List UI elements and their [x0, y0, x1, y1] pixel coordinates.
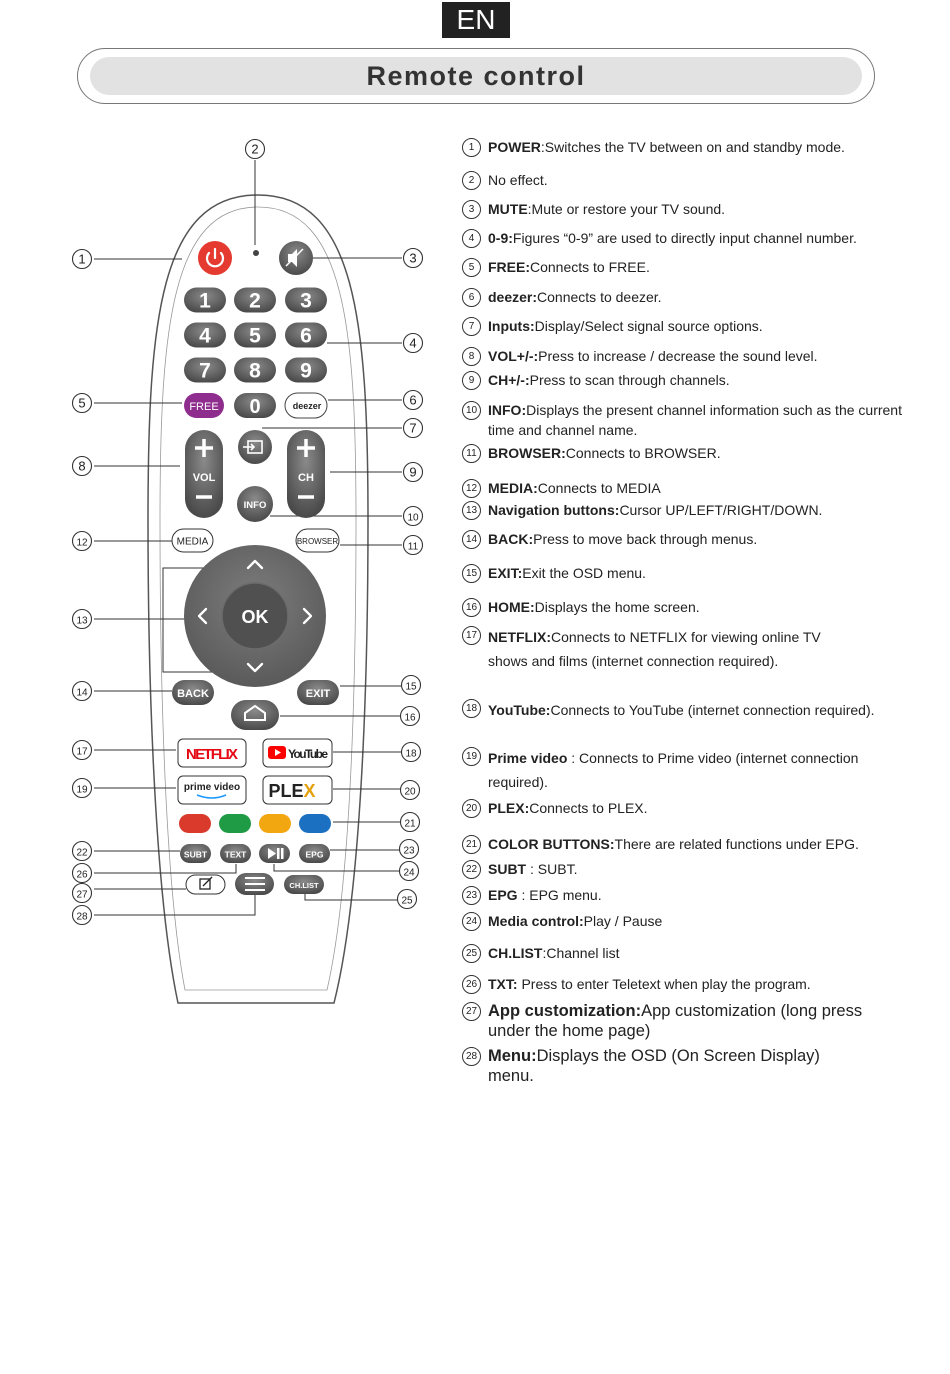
description-body: Press to move back through menus.: [533, 531, 758, 547]
description-text: [488, 137, 932, 157]
description-label: CH.LIST: [488, 945, 543, 961]
callout-number-20: 20: [404, 786, 416, 798]
callout-number-21: 21: [404, 818, 416, 830]
teletext-label: TEXT: [224, 849, 247, 860]
description-number: 5: [462, 258, 481, 277]
description-item-3: [462, 199, 932, 219]
description-item-16: [462, 597, 932, 617]
callout-number-4: 4: [409, 335, 417, 351]
description-number: 16: [462, 598, 481, 617]
description-body: Connects to deezer.: [537, 289, 662, 305]
description-item-26: [462, 974, 932, 994]
description-item-9: [462, 370, 932, 390]
description-label: MUTE: [488, 201, 528, 217]
description-body: Cursor UP/LEFT/RIGHT/DOWN.: [619, 502, 823, 518]
description-item-25: [462, 943, 932, 963]
description-item-12: [462, 478, 932, 498]
description-text: [488, 199, 932, 219]
description-text: [488, 698, 932, 722]
subtitle-label: SUBT: [183, 849, 208, 860]
description-number: 15: [462, 564, 481, 583]
description-label: FREE:: [488, 259, 530, 275]
description-body: Press to enter Teletext when play the program.: [517, 976, 811, 992]
callout-number-24: 24: [403, 867, 415, 879]
epg-label: EPG: [305, 849, 324, 860]
description-label: Inputs:: [488, 318, 535, 334]
language-badge: EN: [442, 2, 510, 38]
description-label: POWER: [488, 139, 541, 155]
description-number: 14: [462, 530, 481, 549]
color-button-red[interactable]: [179, 814, 211, 833]
description-text: [488, 1001, 868, 1041]
description-text: [488, 529, 932, 549]
digit-label-6: 6: [300, 324, 312, 348]
plex-label: [268, 781, 315, 801]
description-item-8: [462, 346, 932, 366]
digit-label-1: 1: [199, 289, 211, 313]
description-number: 27: [462, 1002, 481, 1021]
callout-number-15: 15: [405, 681, 417, 693]
description-item-14: [462, 529, 932, 549]
description-item-27: [462, 1001, 868, 1041]
description-label: Navigation buttons:: [488, 502, 620, 518]
callout-number-26: 26: [76, 869, 88, 881]
description-body: Connects to BROWSER.: [565, 445, 721, 461]
description-body: There are related functions under EPG.: [614, 836, 859, 852]
description-number: 11: [462, 444, 481, 463]
description-item-21: [462, 834, 932, 854]
browser-label: BROWSER: [296, 537, 339, 546]
description-body: : SUBT.: [526, 861, 578, 877]
description-label: SUBT: [488, 861, 527, 877]
description-body: Figures “0-9” are used to directly input channel number.: [512, 230, 857, 246]
callout-number-27: 27: [76, 889, 88, 901]
description-body: App customization (long press under the home page): [488, 1002, 863, 1040]
digit-label-0: 0: [249, 396, 261, 418]
channel-label: CH: [298, 472, 314, 484]
description-label: App customization:: [488, 1002, 642, 1020]
callout-number-22: 22: [76, 847, 88, 859]
description-body: Connects to YouTube (internet connection required).: [550, 702, 875, 718]
callout-number-13: 13: [76, 615, 88, 627]
description-item-6: [462, 287, 932, 307]
description-text: [488, 834, 932, 854]
description-number: 22: [462, 860, 481, 879]
description-item-4: [462, 228, 932, 248]
digit-label-4: 4: [199, 324, 211, 348]
description-number: 6: [462, 288, 481, 307]
description-text: [488, 287, 932, 307]
description-number: 26: [462, 975, 481, 994]
digit-label-3: 3: [300, 289, 312, 313]
description-label: Media control:: [488, 913, 584, 929]
description-body: : Connects to Prime video (internet connection required).: [488, 750, 859, 790]
description-number: 23: [462, 886, 481, 905]
callout-number-5: 5: [78, 395, 86, 411]
description-item-10: [462, 400, 918, 440]
description-number: 1: [462, 138, 481, 157]
description-body: Connects to PLEX.: [529, 800, 648, 816]
prime-video-label: prime video: [183, 782, 241, 793]
description-number: 12: [462, 479, 481, 498]
description-item-19: [462, 746, 888, 794]
description-label: TXT:: [488, 976, 518, 992]
description-item-20: [462, 798, 932, 818]
description-text: [488, 859, 932, 879]
description-number: 19: [462, 747, 481, 766]
description-number: 8: [462, 347, 481, 366]
description-body: Exit the OSD menu.: [522, 565, 646, 581]
description-item-11: [462, 443, 932, 463]
info-label: INFO: [243, 500, 267, 511]
description-item-18: [462, 698, 932, 722]
description-number: 24: [462, 912, 481, 931]
description-label: INFO:: [488, 402, 527, 418]
description-number: 21: [462, 835, 481, 854]
description-item-17: [462, 625, 848, 673]
description-label: Prime video: [488, 750, 568, 766]
callout-number-25: 25: [401, 895, 413, 907]
description-body: Displays the present channel information such as the current time and channel name.: [488, 402, 902, 438]
callout-number-3: 3: [409, 250, 417, 266]
description-item-1: [462, 137, 932, 157]
plex-label-x: X: [303, 781, 316, 801]
description-text: [488, 228, 932, 248]
callout-number-7: 7: [409, 420, 417, 436]
description-label: VOL+/-:: [488, 348, 539, 364]
description-label: 0-9:: [488, 230, 513, 246]
description-body: Press to increase / decrease the sound level.: [538, 348, 818, 364]
description-body: Displays the home screen.: [534, 599, 700, 615]
description-body: :Channel list: [542, 945, 620, 961]
description-number: 10: [462, 401, 481, 420]
callout-number-11: 11: [407, 541, 419, 553]
description-number: 20: [462, 799, 481, 818]
ok-label: OK: [241, 607, 269, 627]
description-text: [488, 500, 932, 520]
callout-number-18: 18: [405, 748, 417, 760]
description-item-7: [462, 316, 932, 336]
callout-number-6: 6: [409, 392, 417, 408]
color-button-yellow[interactable]: [259, 814, 291, 833]
description-item-28: [462, 1046, 868, 1086]
description-text: [488, 911, 932, 931]
description-item-5: [462, 257, 932, 277]
description-body: :Switches the TV between on and standby mode.: [540, 139, 845, 155]
description-text: [488, 443, 932, 463]
description-number: 4: [462, 229, 481, 248]
callout-number-9: 9: [409, 464, 417, 480]
free-label: FREE: [189, 401, 219, 413]
home-button[interactable]: [231, 700, 279, 730]
description-text: [488, 625, 848, 673]
media-label: MEDIA: [176, 536, 209, 548]
description-body: No effect.: [488, 172, 548, 188]
color-button-green[interactable]: [219, 814, 251, 833]
description-number: 13: [462, 501, 481, 520]
channel-list-label: CH.LIST: [289, 881, 319, 890]
back-label: BACK: [177, 688, 209, 700]
description-text: [488, 478, 932, 498]
description-body: : EPG menu.: [517, 887, 602, 903]
description-text: [488, 885, 932, 905]
description-text: [488, 370, 932, 390]
description-label: EPG: [488, 887, 518, 903]
description-body: Play / Pause: [583, 913, 663, 929]
description-label: BROWSER:: [488, 445, 566, 461]
description-body: Connects to FREE.: [530, 259, 650, 275]
description-number: 17: [462, 626, 481, 645]
callout-number-16: 16: [404, 712, 416, 724]
digit-label-8: 8: [249, 359, 261, 383]
description-label: MEDIA:: [488, 480, 538, 496]
callout-number-19: 19: [76, 784, 88, 796]
description-item-2: [462, 170, 932, 190]
description-text: [488, 943, 932, 963]
digit-label-5: 5: [249, 324, 261, 348]
digit-label-7: 7: [199, 359, 211, 383]
exit-label: EXIT: [305, 688, 331, 700]
description-number: 28: [462, 1047, 481, 1066]
callout-number-28: 28: [76, 911, 88, 923]
description-text: [488, 257, 932, 277]
description-body: Press to scan through channels.: [529, 372, 730, 388]
description-body: Connects to MEDIA: [537, 480, 661, 496]
description-text: [488, 1046, 868, 1086]
description-number: 7: [462, 317, 481, 336]
description-number: 2: [462, 171, 481, 190]
microphone-dot: [253, 250, 259, 256]
digit-label-2: 2: [249, 289, 261, 313]
description-label: EXIT:: [488, 565, 523, 581]
callout-number-2: 2: [251, 141, 259, 157]
description-item-24: [462, 911, 932, 931]
plex-label-main: PLE: [268, 781, 304, 801]
volume-label: VOL: [192, 472, 216, 484]
description-number: 3: [462, 200, 481, 219]
callout-number-12: 12: [76, 537, 88, 549]
description-label: Menu:: [488, 1047, 537, 1065]
callout-number-8: 8: [78, 458, 86, 474]
app-customization-button[interactable]: [186, 875, 225, 894]
description-label: CH+/-:: [488, 372, 530, 388]
description-body: :Mute or restore your TV sound.: [527, 201, 726, 217]
description-body: Displays the OSD (On Screen Display) menu.: [488, 1047, 820, 1085]
description-item-22: [462, 859, 932, 879]
description-body: Connects to NETFLIX for viewing online TV shows and films (internet connection required).: [488, 629, 821, 669]
description-label: deezer:: [488, 289, 538, 305]
description-text: [488, 798, 932, 818]
description-number: 25: [462, 944, 481, 963]
color-button-blue[interactable]: [299, 814, 331, 833]
callout-number-23: 23: [403, 845, 415, 857]
description-number: 9: [462, 371, 481, 390]
netflix-label: NETFLIX: [186, 746, 238, 763]
description-label: YouTube:: [488, 702, 551, 718]
description-item-15: [462, 563, 932, 583]
description-label: COLOR BUTTONS:: [488, 836, 615, 852]
description-item-13: [462, 500, 932, 520]
callout-number-14: 14: [76, 687, 88, 699]
description-text: [488, 170, 932, 190]
description-text: [488, 346, 932, 366]
description-text: [488, 400, 918, 440]
youtube-label: YouTube: [288, 747, 328, 761]
description-item-23: [462, 885, 932, 905]
deezer-label: deezer: [292, 401, 322, 411]
description-label: BACK:: [488, 531, 534, 547]
callout-number-10: 10: [407, 512, 419, 524]
callout-number-1: 1: [78, 251, 86, 267]
description-label: NETFLIX:: [488, 629, 551, 645]
description-text: [488, 563, 932, 583]
description-text: [488, 974, 932, 994]
description-number: 18: [462, 699, 481, 718]
page-title: Remote control: [90, 57, 862, 95]
description-text: [488, 597, 932, 617]
description-body: Display/Select signal source options.: [534, 318, 763, 334]
description-text: [488, 316, 932, 336]
description-text: [488, 746, 888, 794]
description-label: HOME:: [488, 599, 535, 615]
digit-label-9: 9: [300, 359, 312, 383]
description-label: PLEX:: [488, 800, 530, 816]
callout-number-17: 17: [76, 746, 88, 758]
